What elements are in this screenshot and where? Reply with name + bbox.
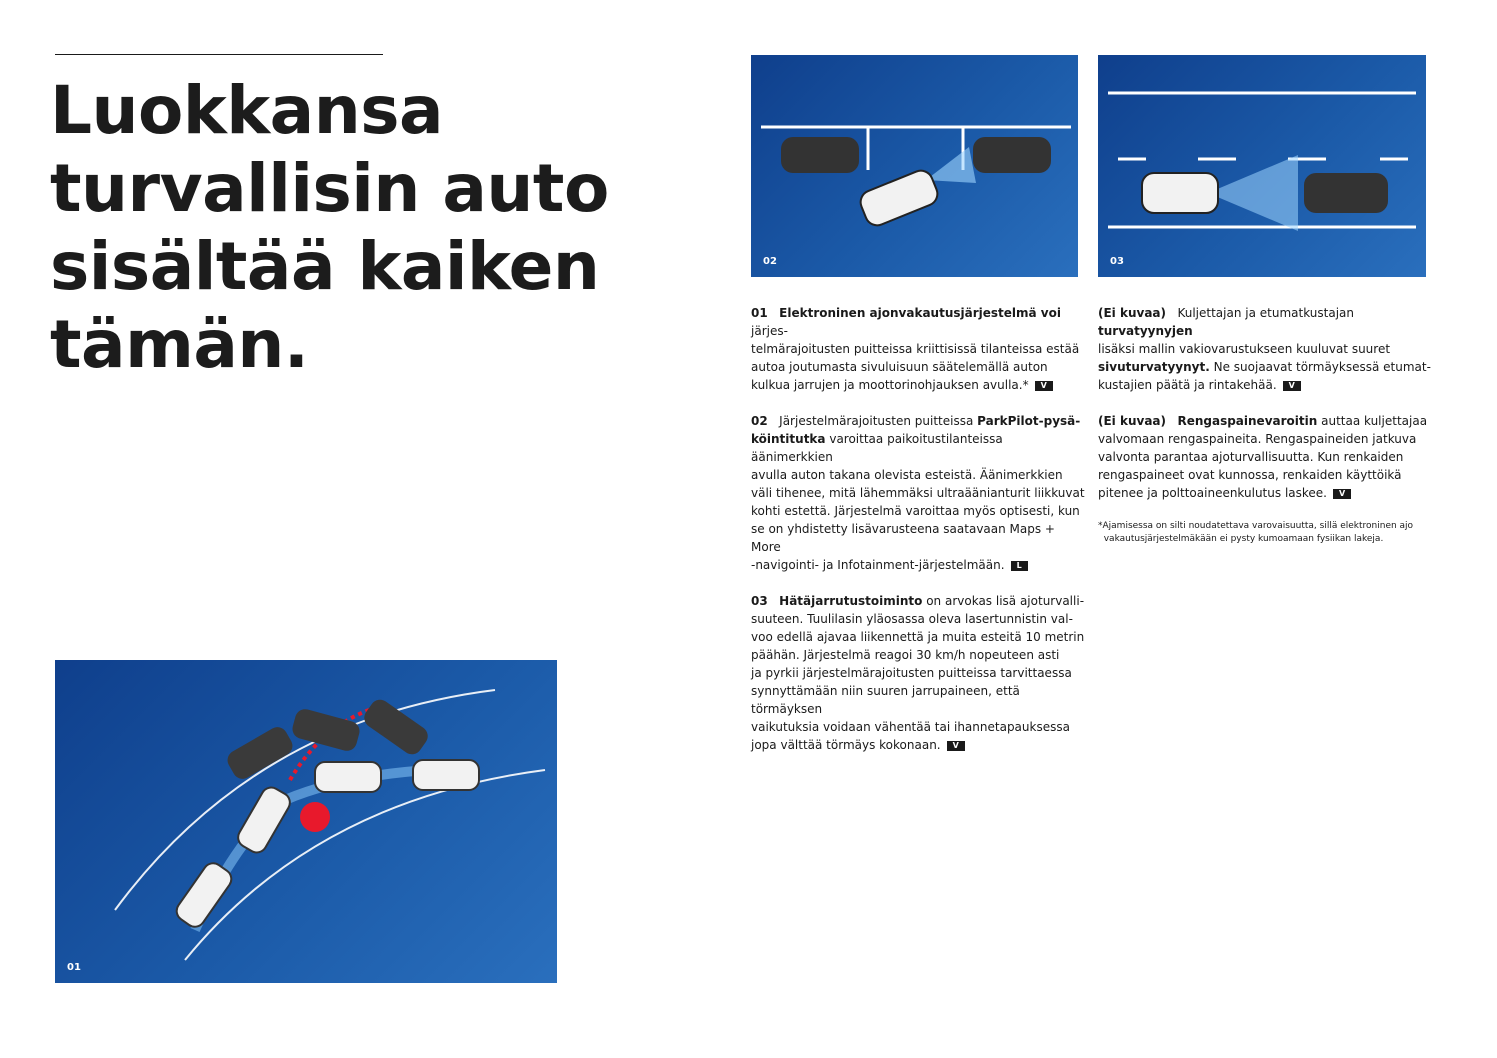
text-line: se on yhdistetty lisävarusteena saatavaan Maps + More: [751, 522, 1055, 554]
headline-rule: [55, 54, 383, 55]
text-line: päähän. Järjestelmä reagoi 30 km/h nopeuteen asti: [751, 648, 1060, 662]
text-line: autoa joutumasta sivuluisuun säätelemällä auton: [751, 360, 1048, 374]
own-car: [1142, 173, 1218, 213]
text-span: on arvokas lisä ajoturvalli-: [926, 594, 1085, 608]
feature-name: köintitutka: [751, 432, 826, 446]
headline-line: turvallisin auto: [50, 150, 609, 227]
text-line: valvonta parantaa ajoturvallisuutta. Kun renkaiden: [1098, 450, 1404, 464]
text-line: lisäksi mallin vakiovarustukseen kuuluvat suuret: [1098, 342, 1391, 356]
vehicle-ahead: [1304, 173, 1388, 213]
text-line: telmärajoitusten puitteissa kriittisissä tilanteissa estää: [751, 342, 1080, 356]
text-line: -navigointi- ja Infotainment-järjestelmään.: [751, 558, 1005, 572]
feature-name: ParkPilot-pysä-: [977, 414, 1081, 428]
equipment-badge: V: [1035, 381, 1053, 391]
footnote: [1098, 520, 1433, 546]
paragraph-number: 01: [751, 306, 768, 320]
car-dark: [290, 707, 362, 753]
parked-car: [781, 137, 859, 173]
parkpilot-illustration: [751, 55, 1078, 277]
car-white: [173, 859, 235, 930]
text-line: kohti estettä. Järjestelmä varoittaa myös optisesti, kun: [751, 504, 1080, 518]
equipment-badge: L: [1011, 561, 1028, 571]
text-line: väli tihenee, mitä lähemmäksi ultraäänianturit liikkuvat: [751, 486, 1085, 500]
equipment-badge: V: [1283, 381, 1301, 391]
text-line: pitenee ja polttoaineenkulutus laskee.: [1098, 486, 1327, 500]
not-pictured-tag: (Ei kuvaa): [1098, 306, 1166, 320]
text-span: Kuljettajan ja etumatkustajan: [1177, 306, 1354, 320]
text-span: auttaa kuljettajaa: [1321, 414, 1428, 428]
headline-line: Luokkansa: [50, 72, 444, 149]
paragraph-airbags: [1098, 304, 1433, 394]
text-column-right: [1098, 304, 1433, 546]
text-line: kulkua jarrujen ja moottorinohjauksen avulla.*: [751, 378, 1029, 392]
car-dark: [224, 724, 296, 783]
not-pictured-tag: (Ei kuvaa): [1098, 414, 1166, 428]
car-white: [235, 784, 294, 856]
figure-parkpilot: [751, 55, 1078, 277]
feature-name: Hätäjarrutustoiminto: [779, 594, 923, 608]
text-span: varoittaa paikoitustilanteissa äänimerkkien: [751, 432, 1003, 464]
text-line: ja pyrkii järjestelmärajoitusten puitteissa tarvittaessa: [751, 666, 1072, 680]
equipment-badge: V: [1333, 489, 1351, 499]
paragraph-emergency-brake: [751, 592, 1086, 754]
text-span: Järjestelmärajoitusten puitteissa: [779, 414, 974, 428]
figure-front-assist: [1098, 55, 1426, 277]
headline-line: tämän.: [50, 306, 309, 383]
feature-name: turvatyynyjen: [1098, 324, 1193, 338]
text-line: synnyttämään niin suuren jarrupaineen, että törmäyksen: [751, 684, 1020, 716]
sensor-wave: [926, 147, 976, 183]
feature-name: sivuturvatyynyt.: [1098, 360, 1210, 374]
car-dark: [360, 696, 431, 758]
figure-number: 03: [1110, 256, 1124, 267]
text-line: kustajien päätä ja rintakehää.: [1098, 378, 1277, 392]
text-line: suuteen. Tuulilasin yläosassa oleva lasertunnistin val-: [751, 612, 1073, 626]
text-column-left: [751, 304, 1086, 772]
radar-wave: [1208, 155, 1298, 231]
figure-esp: [55, 660, 557, 983]
esp-illustration: [55, 660, 557, 983]
paragraph-tyre-pressure: [1098, 412, 1433, 502]
text-line: voo edellä ajavaa liikennettä ja muita esteitä 10 metrin: [751, 630, 1085, 644]
parked-car: [973, 137, 1051, 173]
text-line: jopa välttää törmäys kokonaan.: [751, 738, 941, 752]
text-line: vaikutuksia voidaan vähentää tai ihannetapauksessa: [751, 720, 1070, 734]
paragraph-number: 03: [751, 594, 768, 608]
car-white: [413, 760, 479, 790]
parking-car: [857, 167, 941, 229]
car-white: [315, 762, 381, 792]
text-span: järjes-: [751, 324, 788, 338]
text-line: rengaspaineet ovat kunnossa, renkaiden käyttöikä: [1098, 468, 1402, 482]
figure-number: 01: [67, 962, 81, 973]
paragraph-esp: [751, 304, 1086, 394]
paragraph-number: 02: [751, 414, 768, 428]
feature-name: Elektroninen ajonvakautusjärjestelmä voi: [779, 306, 1061, 320]
text-line: avulla auton takana olevista esteistä. Äänimerkkien: [751, 468, 1063, 482]
footnote-line: *Ajamisessa on silti noudatettava varovaisuutta, sillä elektroninen ajo: [1098, 521, 1414, 531]
impact-point: [300, 802, 330, 832]
equipment-badge: V: [947, 741, 965, 751]
headline-line: sisältää kaiken: [50, 228, 600, 305]
page-headline: [50, 72, 610, 384]
front-assist-illustration: [1098, 55, 1426, 277]
footnote-line: vakautusjärjestelmäkään ei pysty kumoamaan fysiikan lakeja.: [1098, 534, 1384, 544]
paragraph-parkpilot: [751, 412, 1086, 574]
figure-number: 02: [763, 256, 777, 267]
feature-name: Rengaspainevaroitin: [1177, 414, 1318, 428]
text-line: valvomaan rengaspaineita. Rengaspaineiden jatkuva: [1098, 432, 1417, 446]
text-span: Ne suojaavat törmäyksessä etumat-: [1213, 360, 1431, 374]
